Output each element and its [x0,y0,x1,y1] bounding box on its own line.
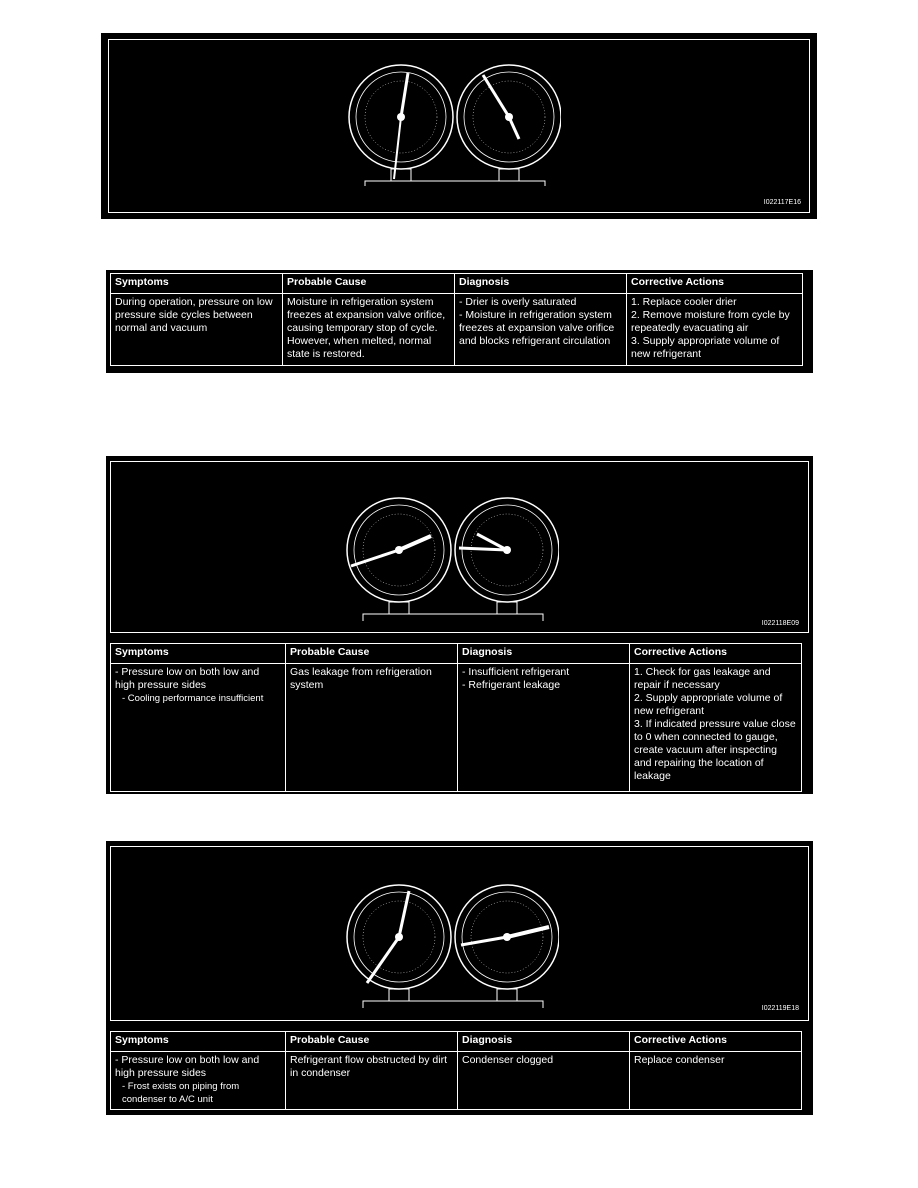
actions-cell [630,1052,802,1110]
table-row [111,294,803,366]
action-line: 3. Supply appropriate volume of new refrigerant [631,335,780,360]
header-probable-cause: Probable Cause [286,1032,458,1052]
header-probable-cause: Probable Cause [283,274,455,294]
diagnosis-line: - Refrigerant leakage [462,679,561,691]
header-diagnosis: Diagnosis [458,1032,630,1052]
diagnosis-cell [458,664,630,792]
table-row [111,664,802,792]
action-line: 1. Check for gas leakage and repair if necessary [634,666,771,691]
manifold-gauges-2 [339,496,559,626]
figure-id: I022119E18 [761,1005,799,1012]
diagnosis-cell [455,294,627,366]
diagnosis-table-1 [110,273,803,366]
action-line: Replace condenser [634,1054,725,1066]
low-gauge-needle-2 [399,536,431,550]
symptoms-cell [111,664,286,792]
symptoms-cell [111,294,283,366]
low-gauge-needle [351,550,399,566]
diagnosis-table-3 [110,1031,802,1110]
figure-1-panel [101,33,817,219]
cause-cell [283,294,455,366]
actions-cell [627,294,803,366]
table-row [111,1052,802,1110]
manifold-gauges-1 [341,61,561,191]
header-diagnosis: Diagnosis [458,644,630,664]
low-gauge-needle [399,891,409,937]
high-gauge-needle [459,548,507,550]
cause-text: Moisture in refrigeration system freezes at expansion valve orifice, causing temporary stop of cycle. However, when melted, normal state is restored. [287,296,446,360]
diagnosis-line: - Drier is overly saturated [459,296,577,308]
high-gauge-needle-2 [507,927,549,937]
diagnosis-table-2 [110,643,802,792]
action-line: 2. Supply appropriate volume of new refrigerant [634,692,783,717]
diagnosis-cell [458,1052,630,1110]
header-corrective-actions: Corrective Actions [630,644,802,664]
table-header-row [111,1032,802,1052]
header-corrective-actions: Corrective Actions [627,274,803,294]
header-probable-cause: Probable Cause [286,644,458,664]
action-line: 2. Remove moisture from cycle by repeatedly evacuating air [631,309,790,334]
symptoms-subtext: - Frost exists on piping from condenser to A/C unit [122,1081,240,1105]
manifold-gauges-3 [339,883,559,1013]
header-diagnosis: Diagnosis [455,274,627,294]
header-symptoms: Symptoms [111,644,286,664]
figure-id: I022117E16 [763,199,801,206]
symptoms-text: - Pressure low on both low and high pressure sides [115,666,260,691]
cause-text: Refrigerant flow obstructed by dirt in condenser [290,1054,447,1079]
cause-cell [286,664,458,792]
low-gauge-needle [401,73,408,117]
figure-id: I022118E09 [761,620,799,627]
table-header-row [111,644,802,664]
action-line: 1. Replace cooler drier [631,296,737,308]
action-line: 3. If indicated pressure value close to 0 when connected to gauge, create vacuum after inspecting and repairing the location of leakage [634,718,796,782]
table-header-row [111,274,803,294]
header-corrective-actions: Corrective Actions [630,1032,802,1052]
header-symptoms: Symptoms [111,1032,286,1052]
symptoms-text: - Pressure low on both low and high pressure sides [115,1054,260,1079]
symptoms-text: During operation, pressure on low pressure side cycles between normal and vacuum [115,296,273,334]
symptoms-subtext: - Cooling performance insufficient [122,693,264,704]
header-symptoms: Symptoms [111,274,283,294]
cause-cell [286,1052,458,1110]
low-gauge-needle-2 [367,937,399,983]
high-gauge-needle [461,937,507,945]
diagnosis-line: Condenser clogged [462,1054,554,1066]
figure-2-panel [106,456,813,794]
diagnosis-line: - Insufficient refrigerant [462,666,570,678]
figure-3-panel [106,841,813,1115]
cause-text: Gas leakage from refrigeration system [290,666,432,691]
table-1-panel [106,270,813,373]
symptoms-cell [111,1052,286,1110]
actions-cell [630,664,802,792]
diagnosis-line: - Moisture in refrigeration system freezes at expansion valve orifice and blocks refrigerant circulation [459,309,615,347]
